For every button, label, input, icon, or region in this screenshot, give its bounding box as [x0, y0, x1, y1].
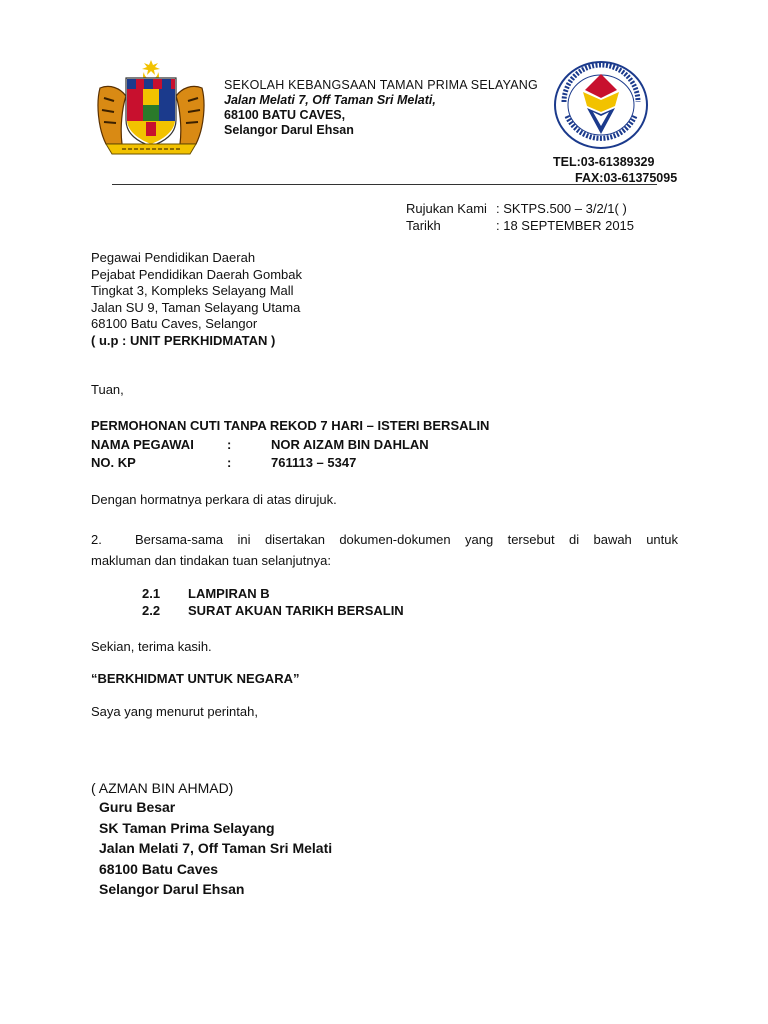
kp-value: 761113 – 5347 [271, 455, 357, 470]
tarikh-label: Tarikh [406, 217, 441, 233]
paragraph-number: 2. [91, 532, 102, 547]
kp-label: NO. KP [91, 455, 136, 470]
kp-separator: : [227, 455, 232, 470]
attention-line: ( u.p : UNIT PERKHIDMATAN ) [91, 332, 276, 348]
list-item [142, 603, 404, 620]
signatory-line: Selangor Darul Ehsan [99, 881, 245, 897]
recipient-line: Jalan SU 9, Taman Selayang Utama [91, 299, 301, 315]
signatory-line: Jalan Melati 7, Off Taman Sri Melati [99, 840, 333, 856]
subject-title: PERMOHONAN CUTI TANPA REKOD 7 HARI – ISTERI BERSALIN [91, 418, 490, 433]
name-label: NAMA PEGAWAI [91, 436, 194, 452]
fax-number: FAX:03-61375095 [575, 171, 678, 185]
school-name: SEKOLAH KEBANGSAAN TAMAN PRIMA SELAYANG [224, 78, 538, 92]
recipient-address [91, 250, 302, 349]
telephone-number: TEL:03-61389329 [553, 155, 655, 169]
tarikh-value: : 18 SEPTEMBER 2015 [496, 217, 635, 233]
signatory-details [99, 797, 332, 900]
paragraph-2 [91, 532, 678, 569]
signatory-line: 68100 Batu Caves [99, 860, 219, 877]
letterhead-address [224, 78, 538, 138]
salutation: Tuan, [91, 382, 124, 397]
paragraph-1: Dengan hormatnya perkara di atas dirujuk. [91, 492, 337, 507]
signatory-line: Guru Besar [99, 799, 176, 815]
list-item-label: LAMPIRAN B [188, 586, 270, 601]
address-line: Selangor Darul Ehsan [224, 123, 354, 137]
malaysia-coat-of-arms-icon [92, 58, 210, 158]
name-separator: : [227, 436, 232, 452]
paragraph-text: makluman dan tindakan tuan selanjutnya: [91, 552, 331, 568]
closing-line: Sekian, terima kasih. [91, 639, 212, 654]
recipient-line: Pejabat Pendidikan Daerah Gombak [91, 266, 303, 282]
list-item-number: 2.2 [142, 602, 161, 618]
signatory-name: ( AZMAN BIN AHMAD) [91, 780, 234, 796]
subject-block [91, 418, 489, 472]
list-item-label: SURAT AKUAN TARIKH BERSALIN [188, 602, 404, 618]
letterhead-divider [112, 184, 657, 185]
address-line: Jalan Melati 7, Off Taman Sri Melati, [224, 93, 436, 107]
list-item-number: 2.1 [142, 586, 161, 601]
attachment-list [142, 586, 404, 619]
name-value: NOR AIZAM BIN DAHLAN [271, 436, 429, 452]
rujukan-value: : SKTPS.500 – 3/2/1( ) [496, 201, 627, 216]
sign-off: Saya yang menurut perintah, [91, 704, 258, 719]
school-logo-icon [553, 60, 649, 150]
list-item [142, 586, 404, 603]
recipient-line: Pegawai Pendidikan Daerah [91, 250, 256, 265]
recipient-line: Tingkat 3, Kompleks Selayang Mall [91, 283, 294, 298]
paragraph-text: Bersama-sama ini disertakan dokumen-dokumen yang tersebut di bawah untuk [135, 532, 678, 547]
recipient-line: 68100 Batu Caves, Selangor [91, 316, 258, 331]
address-line: 68100 BATU CAVES, [224, 108, 346, 122]
motto: “BERKHIDMAT UNTUK NEGARA” [91, 671, 300, 686]
reference-block [406, 201, 634, 234]
signatory-line: SK Taman Prima Selayang [99, 819, 275, 836]
rujukan-label: Rujukan Kami [406, 201, 487, 216]
